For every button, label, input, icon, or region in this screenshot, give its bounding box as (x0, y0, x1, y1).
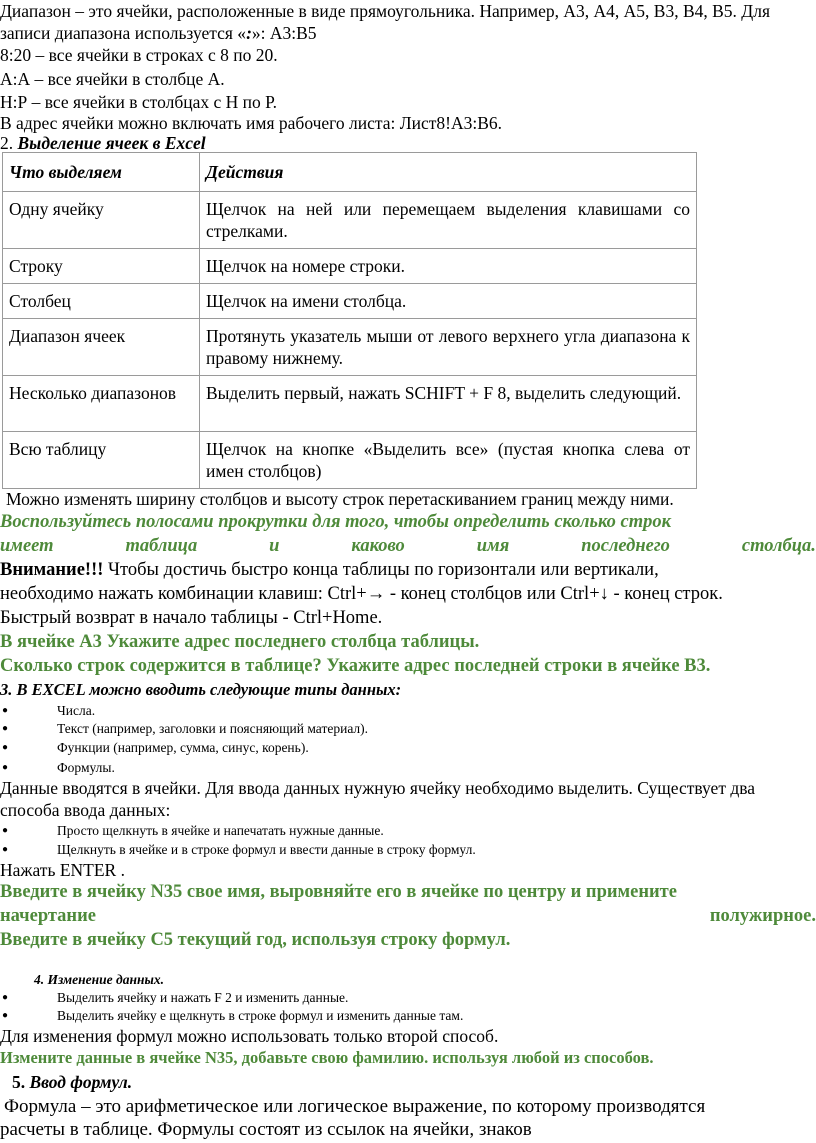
attention-label: Внимание!!! (0, 560, 104, 580)
type-item: Текст (например, заголовки и поясняющий материал). (57, 721, 369, 736)
task-a3: В ячейке А3 Укажите адрес последнего столбца таблицы. (0, 632, 480, 652)
table-cell-what: Несколько диапазонов (3, 376, 200, 432)
task-scroll-word: имя (476, 536, 510, 556)
section-5-heading (12, 1071, 132, 1093)
formula-line-2: расчеты в таблице. Формулы состоят из ссылок на ячейки, знаков (0, 1119, 532, 1140)
task-scroll-line-2 (0, 535, 816, 557)
section-2-number: 2. (0, 133, 18, 153)
table-cell-what: Диапазон ячеек (3, 319, 200, 376)
section-5-title: Ввод формул. (29, 1072, 133, 1092)
press-enter: Нажать ENTER . (0, 860, 125, 880)
bullet-icon: ● (2, 723, 9, 734)
table-row (3, 249, 697, 284)
table-cell-action: Щелчок на ней или перемещаем выделения клавишами со стрелками. (200, 192, 697, 249)
bullet-icon: ● (2, 762, 9, 773)
attention-line-3: Быстрый возврат в начало таблицы - Ctrl+Home. (0, 608, 383, 628)
table-cell-action: Выделить первый, нажать SCHIFT + F 8, выделить следующий. (200, 376, 697, 432)
task-n35-word: начертание (0, 906, 96, 926)
type-item: Функции (например, сумма, синус, корень). (57, 740, 309, 755)
task-n35-line-1: Введите в ячейку N35 свое имя, выровняйте его в ячейке по центру и примените (0, 882, 677, 902)
task-scroll-word: и (269, 536, 280, 556)
intro-line-1: Диапазон – это ячейки, расположенные в виде прямоугольника. Например, А3, А4, А5, В3, В4, В5. Для (0, 1, 771, 21)
formula-line-1: Формула – это арифметическое или логическое выражение, по которому производятся (4, 1096, 706, 1117)
bullet-icon: ● (2, 742, 9, 753)
table-cell-what: Строку (3, 249, 200, 284)
task-scroll-word: каково (351, 536, 405, 556)
bullet-icon: ● (2, 844, 9, 855)
table-header-what: Что выделяем (3, 153, 200, 192)
task-scroll-word: последнего (581, 536, 670, 556)
table-cell-action: Щелчок на имени столбца. (200, 284, 697, 319)
change-way: Выделить ячейку е щелкнуть в строке формул и изменить данные там. (57, 1008, 464, 1023)
intro-line-2 (0, 22, 317, 44)
table-row (3, 192, 697, 249)
bullet-icon: ● (2, 705, 9, 716)
table-row (3, 432, 697, 489)
selection-table (2, 152, 697, 489)
table-cell-what: Одну ячейку (3, 192, 200, 249)
table-cell-what: Столбец (3, 284, 200, 319)
task-c5: Введите в ячейку С5 текущий год, используя строку формул. (0, 930, 511, 950)
entry-way: Щелкнуть в ячейке и в строке формул и ввести данные в строку формул. (57, 842, 476, 857)
entry-line-1: Данные вводятся в ячейки. Для ввода данных нужную ячейку необходимо выделить. Существует два (0, 778, 756, 798)
task-n35-edit: Измените данные в ячейке N35, добавьте свою фамилию. используя любой из способов. (0, 1048, 654, 1067)
table-row (3, 319, 697, 376)
section-2-heading (0, 132, 206, 154)
attention-text: Чтобы достичь быстро конца таблицы по горизонтали или вертикали, (103, 560, 659, 580)
table-header-row (3, 153, 697, 192)
table-cell-action: Щелчок на кнопке «Выделить все» (пустая кнопка слева от имен столбцов) (200, 432, 697, 489)
task-scroll-line-1: Воспользуйтесь полосами прокрутки для того, чтобы определить сколько строк (0, 512, 671, 532)
intro-line-2-pre: записи диапазона используется « (0, 23, 247, 43)
change-note: Для изменения формул можно использовать только второй способ. (0, 1026, 499, 1046)
intro-line-2-post: »: А3:В5 (251, 23, 317, 43)
type-item: Формулы. (57, 760, 115, 775)
task-scroll-word: имеет (0, 536, 54, 556)
attention-line-1 (0, 559, 659, 581)
change-way: Выделить ячейку и нажать F 2 и изменить данные. (57, 990, 349, 1005)
table-row (3, 284, 697, 319)
table-header-actions: Действия (200, 153, 697, 192)
task-scroll-word: столбца. (741, 536, 816, 556)
section-3-heading: 3. В EXCEL можно вводить следующие типы данных: (0, 680, 402, 699)
entry-line-2: способа ввода данных: (0, 800, 171, 820)
attention-line-2: необходимо нажать комбинации клавиш: Ctrl+→ - конец столбцов или Ctrl+↓ - конец строк. (0, 584, 723, 604)
task-n35-line-2 (0, 905, 816, 927)
intro-line-3: 8:20 – все ячейки в строках с 8 по 20. (0, 45, 278, 65)
bullet-icon: ● (2, 992, 9, 1003)
task-scroll-word: таблица (125, 536, 198, 556)
entry-way: Просто щелкнуть в ячейке и напечатать нужные данные. (57, 823, 384, 838)
table-row (3, 376, 697, 432)
bullet-icon: ● (2, 1010, 9, 1021)
intro-line-6: В адрес ячейки можно включать имя рабочего листа: Лист8!А3:В6. (0, 113, 503, 133)
intro-line-4: А:А – все ячейки в столбце А. (0, 69, 225, 89)
table-cell-action: Протянуть указатель мыши от левого верхнего угла диапазона к правому нижнему. (200, 319, 697, 376)
type-item: Числа. (57, 703, 96, 718)
table-cell-what: Всю таблицу (3, 432, 200, 489)
section-2-title: Выделение ячеек в Excel (17, 133, 206, 153)
table-cell-action: Щелчок на номере строки. (200, 249, 697, 284)
colon-symbol: : (246, 23, 252, 43)
task-n35-word: полужирное. (709, 906, 816, 926)
bullet-icon: ● (2, 825, 9, 836)
section-5-number: 5. (12, 1072, 30, 1092)
task-b3: Сколько строк содержится в таблице? Укажите адрес последней строки в ячейке В3. (0, 656, 711, 676)
intro-line-5: Н:Р – все ячейки в столбцах с Н по Р. (0, 92, 278, 112)
after-table-note: Можно изменять ширину столбцов и высоту строк перетаскиванием границ между ними. (6, 489, 674, 509)
section-4-heading: 4. Изменение данных. (34, 972, 164, 987)
